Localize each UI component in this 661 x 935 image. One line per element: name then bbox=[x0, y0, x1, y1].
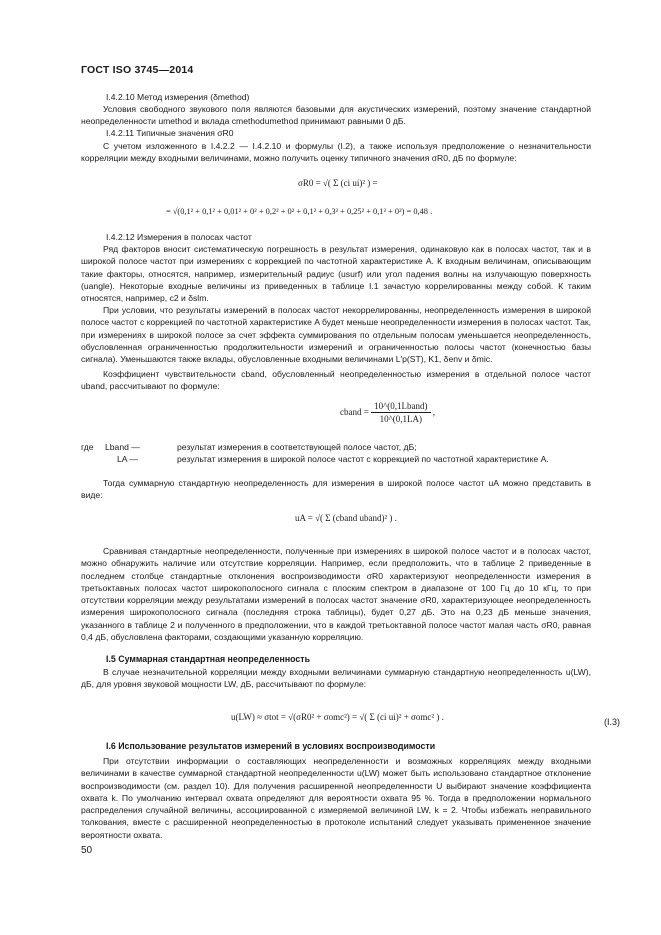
paragraph-reproducibility: При отсутствии информации о составляющих неопределенности и возможных корреляциях между входными величинами в качестве суммарной стандартной неопределенности u(LW) может быть использовано стандартное отклонение воспроизводимости (см. раздел 10). Для получения расширенной неопределенности U выбирают значение коэффициента охвата k. По умолчанию интервал охвата определяют для вероятности охвата 95 %. Тогда в предположении нормального распределения случайной величины, ассоциированной с измеряемой величиной LW, k = 2. Чтобы избежать неправильного толкования, вместе с расширенной неопределенностью в протоколе испытаний следует указывать примененное значение вероятности охвата. bbox=[81, 756, 591, 840]
fraction-denominator: 10^(0,1LA) bbox=[379, 414, 423, 425]
formula-c-band-lhs: cband = bbox=[340, 406, 369, 417]
fraction bbox=[371, 400, 430, 426]
paragraph-total-uncertainty: Тогда суммарную стандартную неопределенность для измерения в широкой полосе частот uA можно представить в виде: bbox=[81, 478, 591, 501]
formula-sigma-r0: σR0 = √( Σ (ci ui)² ) = bbox=[298, 178, 378, 188]
section-heading-i6: I.6 Использование результатов измерений в условиях воспроизводимости bbox=[106, 741, 436, 751]
paragraph-systematic-error: Ряд факторов вносит систематическую погрешность в результат измерения, одинаковую как в полосах частот, так и в широкой полосе частот при измерениях с коррекцией по частотной характеристике A. К входным величинам, описывающим такие факторы, относятся, например, измерительный радиус (usurf) или угол падения волны на излучающую поверхность (uangle). Некоторые входные величины из приведенных в таблице I.1 зачастую коррелированны между собой. К таким относятся, например, c2 и δslm. bbox=[81, 244, 591, 303]
section-heading-i4211: I.4.2.11 Типичные значения σR0 bbox=[106, 128, 234, 138]
definition-l-a-text: результат измерения в широкой полосе частот с коррекцией по частотной характеристике A. bbox=[177, 454, 549, 464]
section-heading-i4210: I.4.2.10 Метод измерения (δmethod) bbox=[106, 92, 250, 102]
equation-number: (I.3) bbox=[604, 717, 621, 727]
paragraph-uncorrelated: При условии, что результаты измерений в полосах частот некоррелированны, неопределенность измерения в широкой полосе частот с коррекцией по частотной характеристике A будет меньше неопределенности измерения в полосах частот. Так, при измерениях в широкой полосе за счет эффекта суммирования по отдельным полосам уменьшается неопределенность, обусловленная ограниченностью продолжительности измерений и ограниченностью полосы частот (конечностью базы сигнала). Уменьшаются также вклады, обусловленные входными величинами L′p(ST), K1, δenv и δmic. bbox=[81, 305, 591, 364]
formula-u-lw: u(LW) ≈ σtot = √(σR0² + σomc²) = √( Σ (ci ui)² + σomc² ) . bbox=[231, 712, 444, 722]
paragraph-method: Условия свободного звукового поля являются базовыми для акустических измерений, поэтому значение стандартной неопределенности umethod и вклада cmethodumethod принимают равными 0 дБ. bbox=[81, 104, 591, 127]
definitions-where: где bbox=[81, 442, 94, 452]
section-heading-i4212: I.4.2.12 Измерения в полосах частот bbox=[106, 232, 252, 242]
formula-u-a: uA = √( Σ (cband uband)² ) . bbox=[295, 513, 397, 523]
paragraph-comparison: Сравнивая стандартные неопределенности, полученные при измерениях в широкой полосе частот и в полосах частот, можно обнаружить наличие или отсутствие корреляции. Например, если предположить, что в таблице 2 приведенные в последнем столбце стандартные отклонения воспроизводимости σR0 характеризуют неопределенности измерения в третьоктавных полосах частот широкополосного сигнала с плоским спектром в диапазоне от 100 Гц до 10 кГц, то при отсутствии корреляции между результатами измерений в полосах частот значение σR0, характеризующее неопределенность измерения широкополосного сигнала (последняя строка таблицы), будет 0,27 дБ. Это на 0,23 дБ меньше значения, указанного в таблице 2 и полученного в предположении, что в каждой третьоктавной полосе частот малая часть σR0, равная 0,4 дБ, обусловлена факторами, создающими указанную корреляцию. bbox=[81, 546, 591, 642]
definition-l-band-symbol: Lband — bbox=[105, 442, 140, 452]
paragraph-sensitivity: Коэффициент чувствительности cband, обусловленный неопределенностью измерения в отдельной полосе частот uband, рассчитывают по формуле: bbox=[81, 369, 591, 392]
paragraph-combined-uncertainty: В случае незначительной корреляции между входными величинами суммарную стандартную неопределенность u(LW), дБ, для уровня звуковой мощности LW, дБ, рассчитывают по формуле: bbox=[81, 667, 591, 690]
formula-c-band bbox=[340, 400, 435, 426]
document-header: ГОСТ ISO 3745—2014 bbox=[81, 64, 194, 76]
page-number: 50 bbox=[81, 845, 93, 856]
paragraph-typical-values: С учетом изложенного в I.4.2.2 — I.4.2.10 и формулы (I.2), а также используя предположение о незначительности корреляции между входными величинами, можно получить оценку типичного значения σR0, дБ по формуле: bbox=[81, 141, 591, 164]
section-heading-i5: I.5 Суммарная стандартная неопределенность bbox=[106, 654, 311, 664]
definition-l-a-symbol: LA — bbox=[117, 454, 139, 464]
definition-l-band-text: результат измерения в соответствующей полосе частот, дБ; bbox=[177, 442, 417, 452]
fraction-numerator: 10^(0,1Lband) bbox=[371, 400, 430, 413]
formula-c-band-tail: , bbox=[432, 406, 436, 417]
formula-sigma-r0-values: = √(0,1² + 0,1² + 0,01² + 0² + 0,2² + 0² + 0,1² + 0,3² + 0,25² + 0,1² + 0²) = 0,48 . bbox=[166, 207, 433, 216]
